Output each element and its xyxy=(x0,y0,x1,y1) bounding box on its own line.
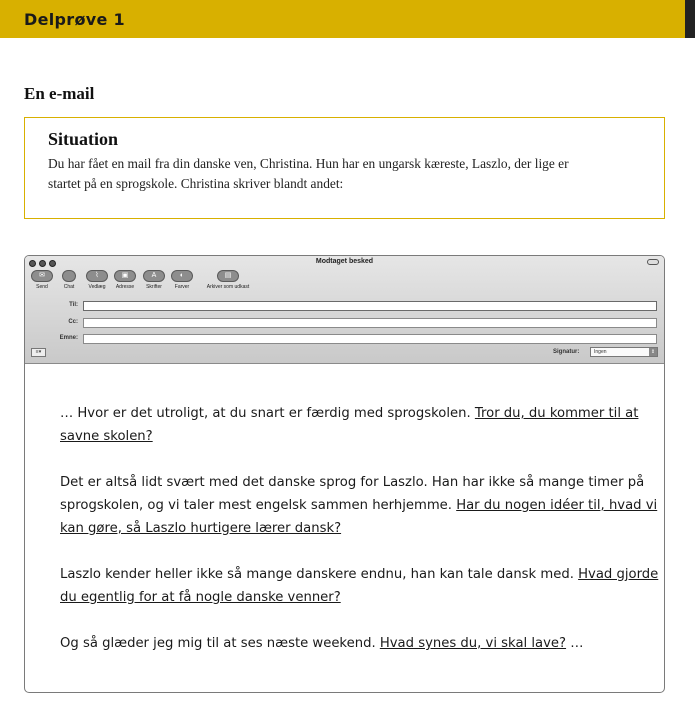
fonts-icon: A xyxy=(143,270,165,282)
to-label: Til: xyxy=(69,302,78,308)
attach-icon: ⌇ xyxy=(86,270,108,282)
account-menu-button[interactable]: ≡▾ xyxy=(31,348,46,357)
mail-paragraph xyxy=(60,632,660,655)
mail-paragraph xyxy=(60,402,660,448)
chat-icon xyxy=(62,270,76,282)
chevron-down-icon: ⇕ xyxy=(650,349,656,355)
mail-paragraph xyxy=(60,563,660,609)
save-draft-button[interactable] xyxy=(197,270,259,292)
signature-label: Signatur: xyxy=(553,349,580,355)
mail-body xyxy=(60,402,660,678)
fonts-button[interactable] xyxy=(140,270,168,292)
send-label: Send xyxy=(36,284,48,290)
header-bar-edge xyxy=(685,0,695,38)
situation-heading: Situation xyxy=(48,129,119,149)
mail-question: Tror du, du kommer til at savne skolen? xyxy=(60,406,639,444)
situation-box xyxy=(24,117,665,219)
fonts-label: Skrifter xyxy=(146,284,162,290)
colors-icon: ◐ xyxy=(171,270,193,282)
situation-text-line: startet på en sprogskole. Christina skriver blandt andet: xyxy=(48,176,344,191)
save-draft-icon: ▤ xyxy=(217,270,239,282)
address-button[interactable] xyxy=(111,270,139,292)
subject-label: Emne: xyxy=(59,335,78,341)
signature-select[interactable] xyxy=(590,347,658,357)
mail-question: Hvad synes du, vi skal lave? xyxy=(379,636,567,651)
send-button[interactable] xyxy=(29,270,55,292)
mail-text: Det er altså lidt svært med det danske sprog for Laszlo. Han har ikke så mange timer på sprogskolen, og vi taler mest engelsk sammen herhjemme. xyxy=(60,475,645,513)
header-title: Delprøve 1 xyxy=(24,10,125,29)
cc-label: Cc: xyxy=(68,319,78,325)
mail-text: … Hvor er det utroligt, at du snart er færdig med sprogskolen. xyxy=(60,406,475,421)
subject-field[interactable] xyxy=(83,334,657,344)
attach-button[interactable] xyxy=(83,270,111,292)
mail-paragraph xyxy=(60,471,660,540)
mail-chrome xyxy=(25,256,664,364)
mail-question: Har du nogen idéer til, hvad vi kan gøre, så Laszlo hurtigere lærer dansk? xyxy=(60,498,658,536)
signature-value: Ingen xyxy=(594,349,607,355)
attach-label: Vedlæg xyxy=(88,284,106,290)
toolbar-toggle-button[interactable] xyxy=(647,259,659,265)
window-title: Modtaget besked xyxy=(315,258,374,265)
mail-text: … xyxy=(566,636,584,651)
mail-window xyxy=(24,255,665,693)
colors-label: Farver xyxy=(174,284,190,290)
situation-text-line: Du har fået en mail fra din danske ven, Christina. Hun har en ungarsk kæreste, Laszlo, der lige er xyxy=(48,156,569,171)
colors-button[interactable] xyxy=(168,270,196,292)
address-label: Adresse xyxy=(115,284,135,290)
save-draft-label: Arkiver som udkast xyxy=(206,284,250,290)
mail-text: Laszlo kender heller ikke så mange danskere endnu, han kan tale dansk med. xyxy=(60,567,579,582)
chat-label: Chat xyxy=(63,284,75,290)
mail-text: Og så glæder jeg mig til at ses næste weekend. xyxy=(60,636,380,651)
section-title: En e-mail xyxy=(24,84,95,103)
mail-question: Hvad gjorde du egentlig for at få nogle danske venner? xyxy=(60,567,659,605)
send-icon: ✉ xyxy=(31,270,53,282)
to-field[interactable] xyxy=(83,301,657,311)
chat-button[interactable] xyxy=(57,270,81,292)
cc-field[interactable] xyxy=(83,318,657,328)
address-icon: ▣ xyxy=(114,270,136,282)
situation-text xyxy=(48,154,648,194)
